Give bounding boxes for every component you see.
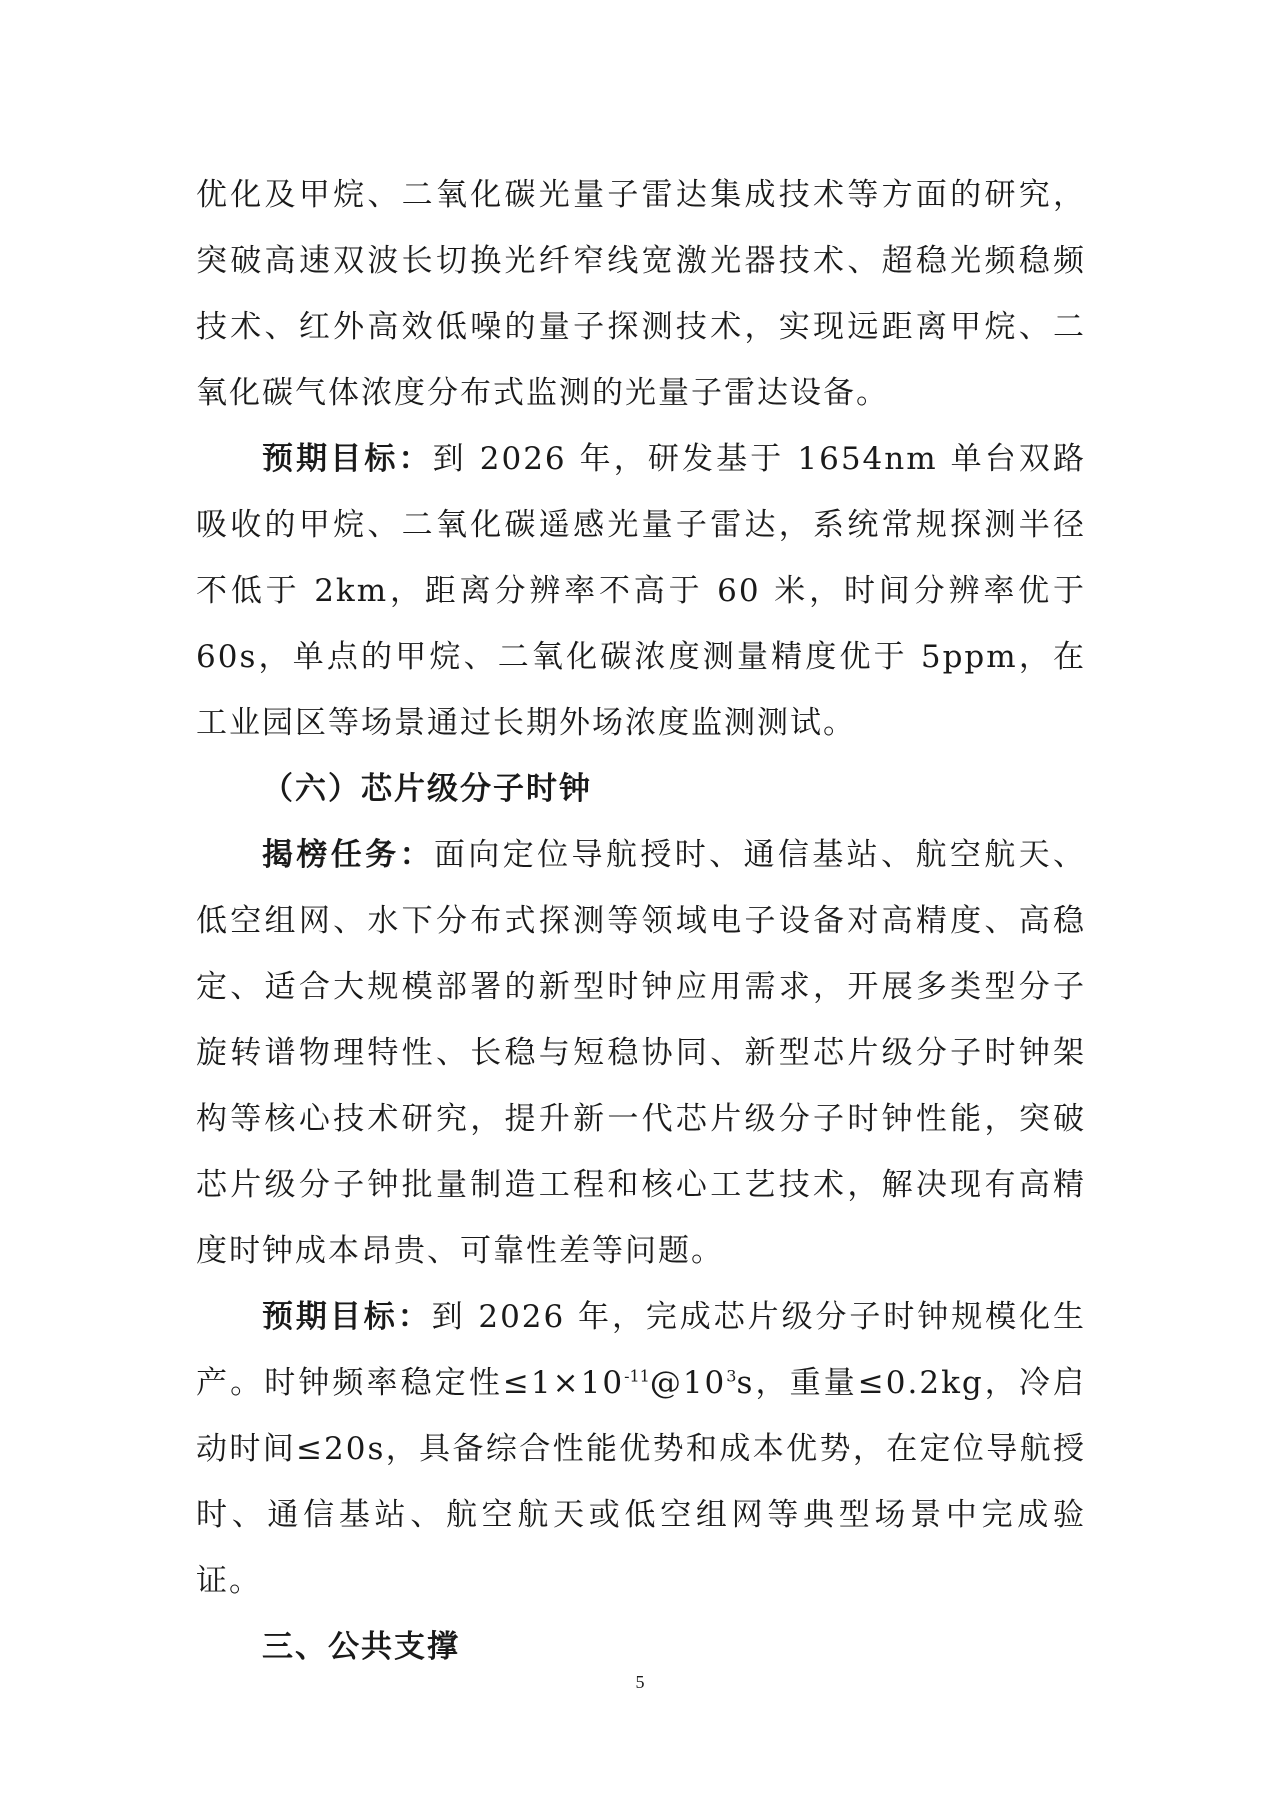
expected-goal-text-b: @10	[649, 1365, 727, 1401]
task-label: 揭榜任务：	[262, 837, 434, 873]
exponent-b: 3	[726, 1366, 737, 1386]
expected-goal-label-clock: 预期目标：	[262, 1299, 432, 1335]
expected-goal-text-a: 到 2026 年，完成芯片级分子时钟规模化生产。时钟频率稳定性≤1×10	[196, 1299, 1086, 1401]
paragraph-expected-goal-radar	[196, 426, 1086, 756]
section-heading-molecular-clock: （六）芯片级分子时钟	[262, 771, 592, 807]
expected-goal-text-c: s，重量≤0.2kg，冷启动时间≤20s，具备综合性能优势和成本优势，在定位导航授时、通信基站、航空航天或低空组网等典型场景中完成验证。	[196, 1365, 1087, 1599]
paragraph-task-molecular-clock	[196, 822, 1086, 1284]
section-heading-public-support: 三、公共支撑	[262, 1629, 460, 1665]
paragraph-expected-goal-clock	[196, 1284, 1086, 1614]
paragraph-research-continuation: 优化及甲烷、二氧化碳光量子雷达集成技术等方面的研究，突破高速双波长切换光纤窄线宽激光器技术、超稳光频稳频技术、红外高效低噪的量子探测技术，实现远距离甲烷、二氧化碳气体浓度分布式监测的光量子雷达设备。	[196, 177, 1086, 411]
page-number: 5	[635, 1672, 645, 1692]
expected-goal-text: 到 2026 年，研发基于 1654nm 单台双路吸收的甲烷、二氧化碳遥感光量子雷达，系统常规探测半径不低于 2km，距离分辨率不高于 60 米，时间分辨率优于 60s，单点的甲烷、二氧化碳浓度测量精度优于 5ppm，在工业园区等场景通过长期外场浓度监测测试。	[196, 441, 1087, 741]
expected-goal-label: 预期目标：	[262, 441, 433, 477]
exponent-a: -11	[624, 1366, 650, 1386]
body-text	[196, 162, 1086, 1680]
task-text: 面向定位导航授时、通信基站、航空航天、低空组网、水下分布式探测等领域电子设备对高精度、高稳定、适合大规模部署的新型时钟应用需求，开展多类型分子旋转谱物理特性、长稳与短稳协同、新型芯片级分子时钟架构等核心技术研究，提升新一代芯片级分子时钟性能，突破芯片级分子钟批量制造工程和核心工艺技术，解决现有高精度时钟成本昂贵、可靠性差等问题。	[196, 837, 1087, 1269]
